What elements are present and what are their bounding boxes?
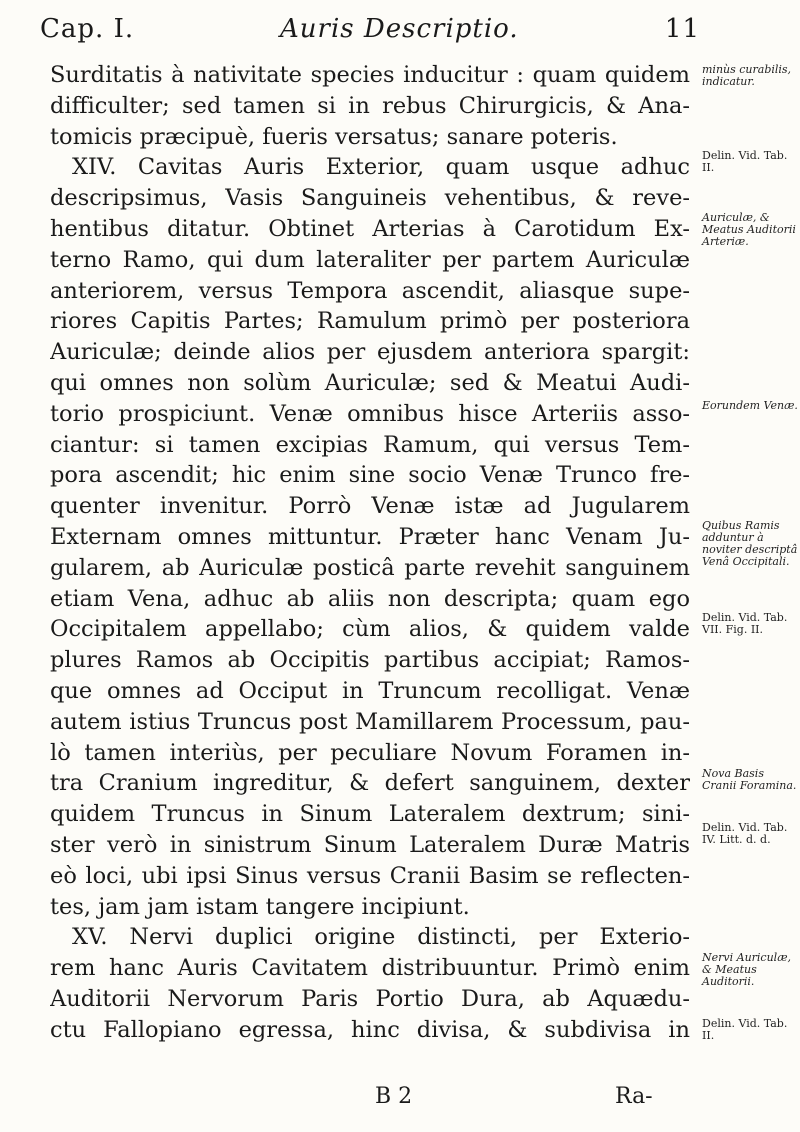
catchword: Ra- — [615, 1084, 653, 1109]
text-line: pora ascendit; hic enim sine socio Venæ Trunco fre- — [50, 462, 690, 489]
text-line: plures Ramos ab Occipitis partibus accipiat; Ramos- — [50, 647, 690, 674]
running-header — [40, 14, 700, 54]
text-line: torio prospiciunt. Venæ omnibus hisce Arteriis asso- — [50, 400, 690, 427]
text-line: que omnes ad Occiput in Truncum recolligat. Venæ — [50, 677, 690, 704]
text-line: tra Cranium ingreditur, & defert sanguinem, dexter — [50, 770, 690, 797]
marginal-note: Nervi Auriculæ, & Meatus Auditorii. — [702, 951, 792, 988]
text-line: ctu Fallopiano egressa, hinc divisa, & subdivisa in — [50, 1016, 690, 1043]
text-line: Auditorii Nervorum Paris Portio Dura, ab Aquædu- — [50, 985, 690, 1012]
text-line: etiam Vena, adhuc ab aliis non descripta; quam ego — [50, 585, 690, 612]
text-line: gularem, ab Auriculæ posticâ parte revehit sanguinem — [50, 554, 690, 581]
marginal-note: Delin. Vid. Tab. II. — [702, 149, 788, 174]
text-line: XV. Nervi duplici origine distincti, per Exterio- — [72, 924, 690, 951]
text-line: Auriculæ; deinde alios per ejusdem anteriora spargit: — [50, 339, 690, 366]
text-line: riores Capitis Partes; Ramulum primò per posteriora — [50, 308, 690, 335]
text-line: rem hanc Auris Cavitatem distribuuntur. Primò enim — [50, 955, 690, 982]
text-line: quenter invenitur. Porrò Venæ istæ ad Jugularem — [50, 493, 690, 520]
marginal-note: Eorundem Venæ. — [702, 399, 798, 412]
main-text — [50, 60, 690, 1046]
text-line: tes, jam jam istam tangere incipiunt. — [50, 893, 470, 920]
chapter-label: Cap. I. — [40, 14, 135, 44]
text-line: lò tamen interiùs, per peculiare Novum Foramen in- — [50, 739, 690, 766]
text-line: eò loci, ubi ipsi Sinus versus Cranii Basim se reflecten- — [50, 862, 690, 889]
signature-mark: B 2 — [375, 1084, 413, 1109]
text-line: autem istius Truncus post Mamillarem Processum, pau- — [50, 708, 690, 735]
text-line: Occipitalem appellabo; cùm alios, & quidem valde — [50, 616, 690, 643]
text-line: quidem Truncus in Sinum Lateralem dextrum; sini- — [50, 801, 690, 828]
page-number: 11 — [664, 14, 700, 44]
text-line: Externam omnes mittuntur. Præter hanc Venam Ju- — [50, 523, 690, 550]
marginal-note: Nova Basis Cranii Foramina. — [702, 767, 797, 792]
text-line: Surditatis à nativitate species inducitur : quam quidem — [50, 62, 690, 88]
text-line: anteriorem, versus Tempora ascendit, aliasque supe- — [50, 277, 690, 304]
text-line: hentibus ditatur. Obtinet Arterias à Carotidum Ex- — [50, 215, 690, 242]
marginal-note: Delin. Vid. Tab. VII. Fig. II. — [702, 611, 788, 636]
text-line: descripsimus, Vasis Sanguineis vehentibus, & reve- — [50, 185, 690, 212]
running-title: Auris Descriptio. — [280, 14, 519, 44]
text-line: qui omnes non solùm Auriculæ; sed & Meatui Audi- — [50, 369, 690, 396]
text-line: XIV. Cavitas Auris Exterior, quam usque adhuc — [72, 154, 690, 181]
text-line: ciantur: si tamen excipias Ramum, qui versus Tem- — [50, 431, 690, 458]
marginal-note: Quibus Ramis adduntur à noviter descriptâ Venâ Occipitali. — [702, 519, 798, 568]
marginal-note: Delin. Vid. Tab. II. — [702, 1017, 788, 1042]
text-line: terno Ramo, qui dum lateraliter per partem Auriculæ — [50, 246, 690, 273]
text-line: difficulter; sed tamen si in rebus Chirurgicis, & Ana- — [50, 92, 690, 119]
marginal-note: Delin. Vid. Tab. IV. Litt. d. d. — [702, 821, 788, 846]
marginal-note: Auriculæ, & Meatus Auditorii Arteriæ. — [702, 211, 796, 248]
text-line: ster verò in sinistrum Sinum Lateralem Duræ Matris — [50, 831, 690, 858]
marginal-note: minùs curabilis, indicatur. — [702, 63, 792, 88]
text-line: tomicis præcipuè, fueris versatus; sanare poteris. — [50, 123, 618, 150]
